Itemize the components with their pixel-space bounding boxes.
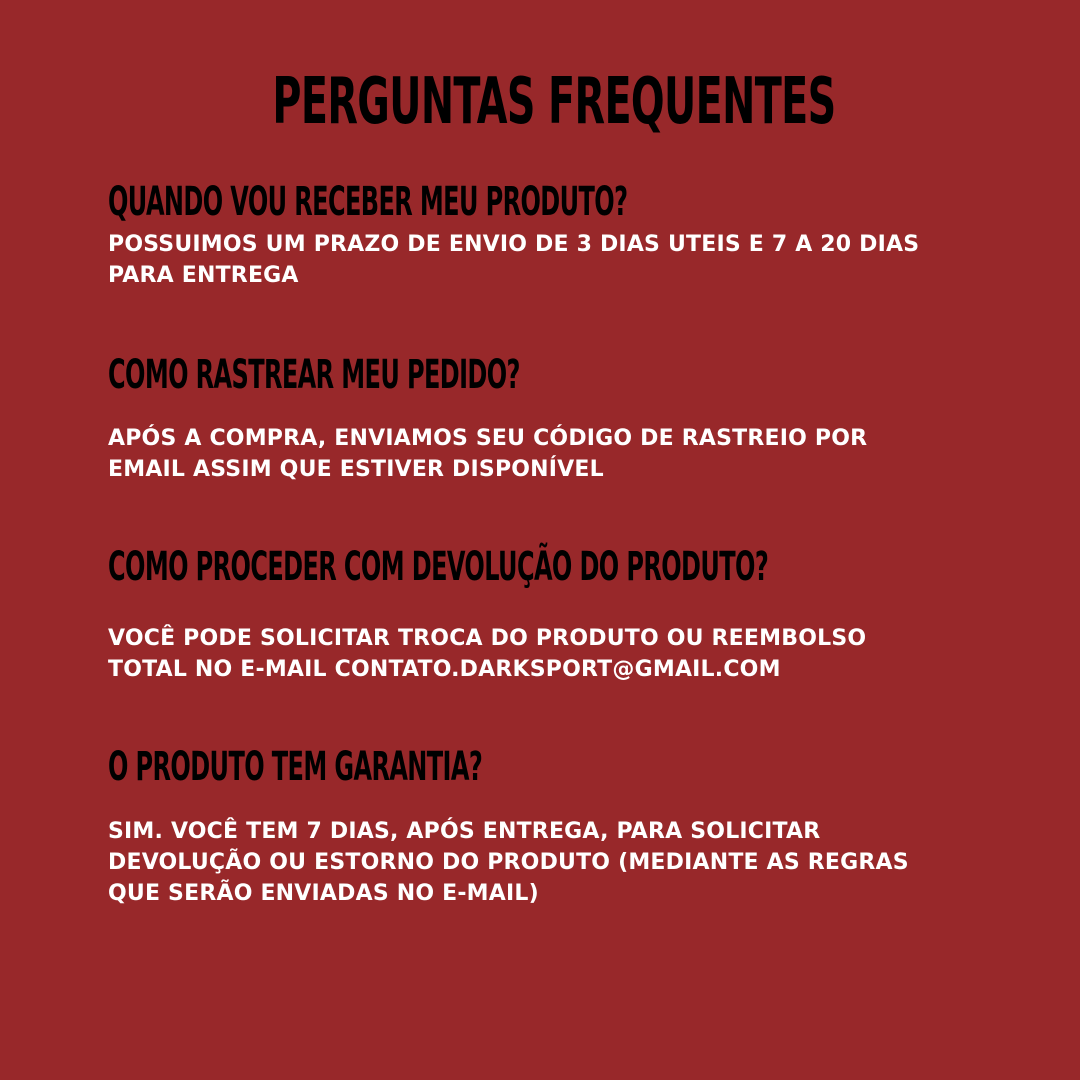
faq-question: COMO RASTREAR MEU PEDIDO?	[108, 352, 520, 398]
faq-question: O PRODUTO TEM GARANTIA?	[108, 744, 483, 790]
faq-answer: SIM. VOCÊ TEM 7 DIAS, APÓS ENTREGA, PARA SOLICITAR DEVOLUÇÃO OU ESTORNO DO PRODUTO (MEDIANTE AS REGRAS QUE SERÃO ENVIADAS NO E-MAIL)	[108, 819, 909, 906]
page-title: PERGUNTAS FREQUENTES	[272, 65, 836, 139]
faq-answer: POSSUIMOS UM PRAZO DE ENVIO DE 3 DIAS UTEIS E 7 A 20 DIAS PARA ENTREGA	[108, 232, 920, 288]
faq-question: QUANDO VOU RECEBER MEU PRODUTO?	[108, 179, 628, 225]
faq-question: COMO PROCEDER COM DEVOLUÇÃO DO PRODUTO?	[108, 544, 769, 590]
faq-answer: APÓS A COMPRA, ENVIAMOS SEU CÓDIGO DE RASTREIO POR EMAIL ASSIM QUE ESTIVER DISPONÍVEL	[108, 426, 868, 482]
faq-answer: VOCÊ PODE SOLICITAR TROCA DO PRODUTO OU REEMBOLSO TOTAL NO E-MAIL CONTATO.DARKSPORT@GMAIL.COM	[108, 626, 867, 682]
